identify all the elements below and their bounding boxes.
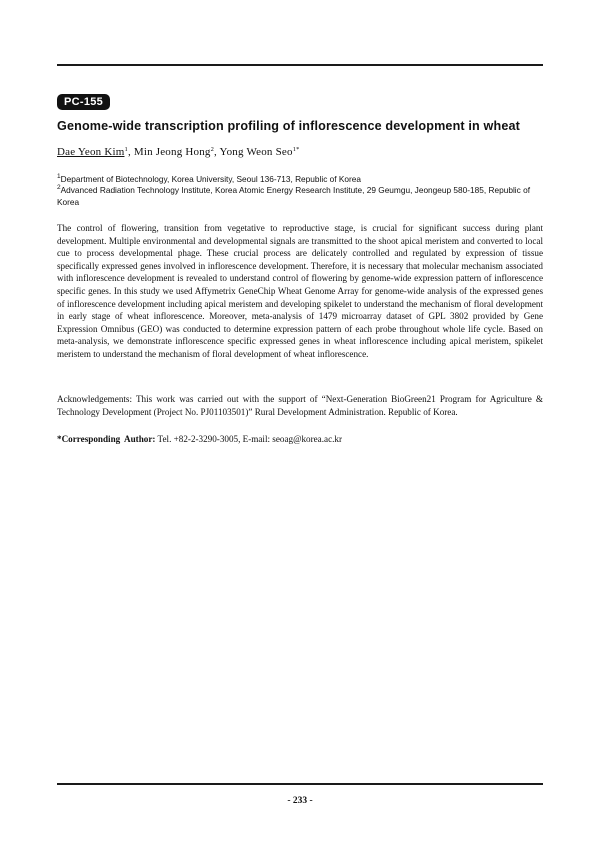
author-name: Min Jeong Hong bbox=[133, 146, 211, 158]
page-number: - 233 - bbox=[287, 796, 313, 806]
top-rule bbox=[57, 64, 543, 66]
author-separator: , bbox=[127, 146, 134, 158]
corresponding-author-contact: Tel. +82-2-3290-3005, E-mail: seoag@korea.ac.kr bbox=[157, 434, 342, 444]
author-separator: , bbox=[214, 146, 220, 158]
affiliation-text: Department of Biotechnology, Korea University, Seoul 136-713, Republic of Korea bbox=[60, 174, 362, 184]
author-affiliation-mark: 1 bbox=[124, 146, 128, 153]
affiliation-text: Advanced Radiation Technology Institute, Korea Atomic Energy Research Institute, 29 Geumgu, Jeongeup 580-185, Republic of Korea bbox=[57, 185, 530, 207]
corresponding-author-label: *Corresponding Author: bbox=[57, 434, 156, 444]
author-name: Yong Weon Seo bbox=[219, 146, 293, 158]
abstract-body: The control of flowering, transition from vegetative to reproductive stage, is crucial for significant success during plant development. Multiple environmental and developmental signals are transmitted to the shoot apical meristem and converted to local cue to process developmental phage. These crucial process are delicately controlled and regulated by expression of tissue specifically expressed genes involved in inflorescence development. Therefore, it is necessary that molecular mechanism associated with inflorescence development is revealed to understand control of flowering by genome-wide expression pattern of inflorescence specific genes. In this study we used Affymetrix GeneChip Wheat Genome Array for genome-wide analysis of the expressed genes of inflorescence development including apical meristem and developing spikelet to understand the mechanism of floral development in early stage of wheat inflorescence. Moreover, meta-analysis of 1479 microarray dataset of GPL 3802 provided by Gene Expression Omnibus (GEO) was conducted to determine expression pattern of each probe throughout whole life cycle. Based on meta-analysis, we demonstrate inflorescence specific expressed genes in wheat inflorescence including apical meristem, spikelet meristem to understand the mechanism of floral development of wheat inflorescence. bbox=[57, 223, 543, 359]
author-affiliation-mark: 2 bbox=[210, 146, 215, 153]
affiliation-number: 2 bbox=[57, 184, 61, 191]
affiliation-number: 1 bbox=[57, 173, 61, 180]
author-list bbox=[57, 146, 543, 158]
acknowledgements: Acknowledgements: This work was carried out with the support of “Next-Generation BioGreen21 Program for Agriculture & Technology Development (Project No. PJ01103501)” Rural Development Administration. Republic of Korea. bbox=[57, 394, 543, 417]
paper-title: Genome-wide transcription profiling of inflorescence development in wheat bbox=[57, 119, 520, 133]
abstract-id-badge: PC-155 bbox=[57, 94, 110, 110]
corresponding-author bbox=[57, 433, 543, 446]
bottom-rule bbox=[57, 783, 543, 785]
author-affiliation-mark: 1* bbox=[292, 146, 300, 153]
author-name: Dae Yeon Kim bbox=[57, 146, 125, 158]
affiliation-2 bbox=[57, 184, 543, 208]
